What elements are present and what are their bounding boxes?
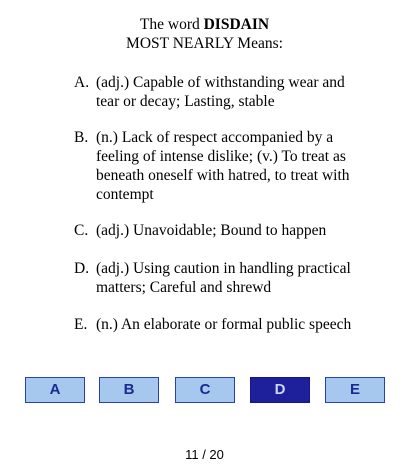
option-letter: A. bbox=[74, 74, 90, 91]
option-text: (adj.) Unavoidable; Bound to happen bbox=[96, 222, 327, 239]
answer-button-e[interactable]: E bbox=[325, 377, 385, 403]
option-letter: D. bbox=[74, 260, 90, 277]
option-text: (n.) Lack of respect accompanied by a feeling of intense dislike; (v.) To treat as beneath oneself with hatred, to treat with contempt bbox=[96, 129, 350, 203]
option-c bbox=[62, 221, 362, 240]
question-prefix: The word bbox=[139, 16, 204, 33]
option-letter: E. bbox=[74, 316, 88, 333]
option-b bbox=[62, 128, 362, 204]
question-line-1 bbox=[0, 15, 409, 34]
option-text: (adj.) Capable of withstanding wear and tear or decay; Lasting, stable bbox=[96, 74, 345, 110]
answer-button-row bbox=[25, 377, 385, 403]
answer-button-c[interactable]: C bbox=[175, 377, 235, 403]
option-text: (adj.) Using caution in handling practical matters; Careful and shrewd bbox=[96, 260, 351, 296]
option-letter: C. bbox=[74, 222, 89, 239]
question-prompt bbox=[0, 15, 409, 53]
answer-button-a[interactable]: A bbox=[25, 377, 85, 403]
vocab-word: DISDAIN bbox=[203, 16, 270, 33]
question-line-2: MOST NEARLY Means: bbox=[126, 35, 283, 52]
option-d bbox=[62, 259, 362, 297]
option-e bbox=[62, 315, 362, 334]
answer-button-b[interactable]: B bbox=[99, 377, 159, 403]
page-counter: 11 / 20 bbox=[185, 447, 224, 462]
answer-button-d[interactable]: D bbox=[250, 377, 310, 403]
option-text: (n.) An elaborate or formal public speech bbox=[96, 316, 352, 333]
option-a bbox=[62, 73, 362, 111]
option-letter: B. bbox=[74, 129, 89, 146]
